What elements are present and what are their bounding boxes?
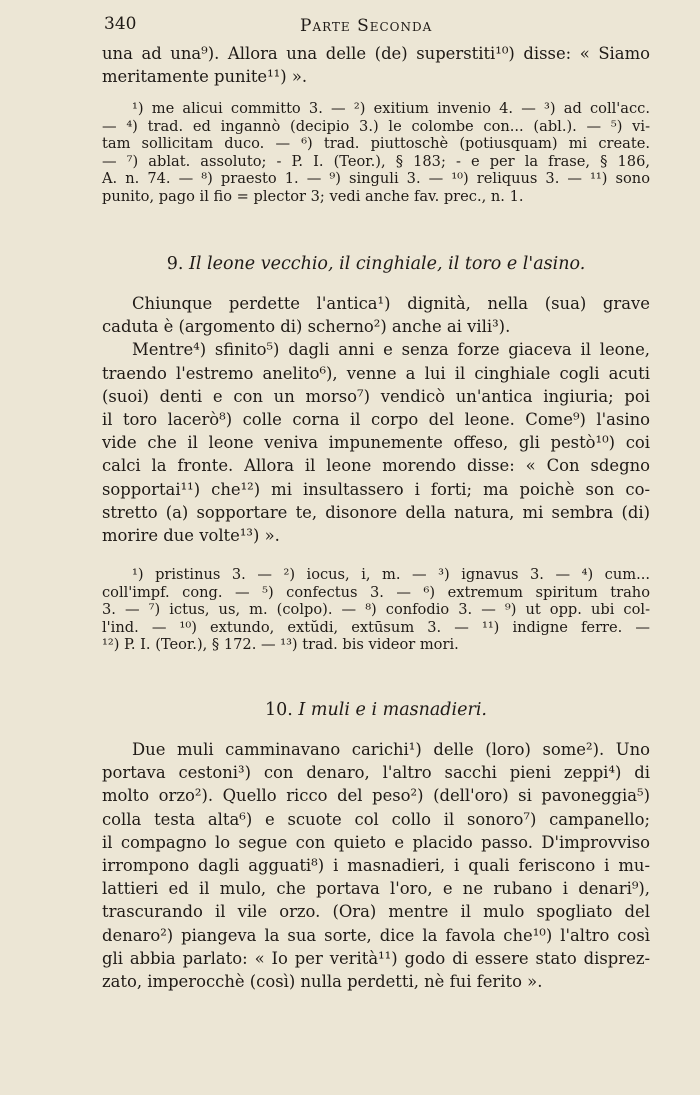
footnote-line: A. n. 74. — ⁸) praesto 1. — ⁹) singuli 3. — ¹⁰) reliquus 3. — ¹¹) sono (102, 170, 650, 188)
text-line: molto orzo²). Quello ricco del peso²) (dell'oro) si pavoneggia⁵) (102, 786, 650, 806)
footnote-line: — ⁴) trad. ed ingannò (decipio 3.) le colombe con... (abl.). — ⁵) vi- (102, 117, 650, 135)
footnote-line: — ⁷) ablat. assoluto; - P. I. (Teor.), § 183; - e per la frase, § 186, (102, 152, 650, 170)
page-header (100, 12, 660, 40)
text-line: colla testa alta⁶) e scuote col collo il sonoro⁷) campanello; (102, 809, 650, 829)
text-line: morire due volte¹³) ». (102, 526, 280, 546)
fable-9-title: Il leone vecchio, il cinghiale, il toro e l'asino. (188, 254, 586, 274)
text-line: zato, imperocchè (così) nulla perdetti, nè fui ferito ». (102, 972, 543, 992)
footnote-line: ¹) me alicui committo 3. — ²) exitium invenio 4. — ³) ad coll'acc. (132, 100, 650, 117)
fable-9-text (102, 292, 650, 547)
text-line: Chiunque perdette l'antica¹) dignità, nella (sua) grave (132, 294, 650, 313)
text-line: irrompono dagli agguati⁸) i masnadieri, i quali feriscono i mu- (102, 856, 650, 876)
footnote-line: ¹²) P. I. (Teor.), § 172. — ¹³) trad. bis videor mori. (102, 636, 459, 654)
fable-9-number: 9. (166, 254, 184, 274)
intro-text (102, 42, 650, 88)
text-line: calci la fronte. Allora il leone morendo disse: « Con sdegno (102, 456, 650, 476)
fable-10-heading (102, 700, 650, 720)
text-line: il compagno lo segue con quieto e placido passo. D'improvviso (102, 832, 650, 852)
page-number: 340 (104, 14, 137, 34)
text-line: traendo l'estremo anelito⁶), venne a lui il cinghiale cogli acuti (102, 363, 650, 383)
running-title: Parte Seconda (300, 16, 433, 36)
text-line: trascurando il vile orzo. (Ora) mentre il mulo spogliato del (102, 902, 650, 922)
text-line: vide che il leone veniva impunemente offeso, gli pestò¹⁰) coi (102, 433, 650, 453)
text-line: denaro²) piangeva la sua sorte, dice la favola che¹⁰) l'altro così (102, 925, 650, 945)
intro-footnotes (102, 100, 650, 206)
fable-10-title: I muli e i masnadieri. (298, 700, 487, 720)
text-line: caduta è (argomento di) scherno²) anche ai vili³). (102, 317, 511, 337)
footnote-line: coll'impf. cong. — ⁵) confectus 3. — ⁶) extremum spiritum traho (102, 583, 650, 601)
fable-9-footnotes (102, 566, 650, 654)
text-line: una ad una⁹). Allora una delle (de) superstiti¹⁰) disse: « Siamo (102, 44, 650, 63)
footnote-line: punito, pago il fio = plector 3; vedi anche fav. prec., n. 1. (102, 187, 524, 205)
text-line: sopportai¹¹) che¹²) mi insultassero i forti; ma poichè son co- (102, 479, 650, 499)
footnote-line: l'ind. — ¹⁰) extundo, extŭdi, extūsum 3. — ¹¹) indigne ferre. — (102, 618, 650, 636)
text-line: lattieri ed il mulo, che portava l'oro, e ne rubano i denari⁹), (102, 879, 650, 899)
text-line: stretto (a) sopportare te, disonore della natura, mi sembra (di) (102, 502, 650, 522)
text-line: portava cestoni³) con denaro, l'altro sacchi pieni zeppi⁴) di (102, 763, 650, 783)
fable-10-number: 10. (265, 700, 293, 720)
footnote-line: ¹) pristinus 3. — ²) iocus, i, m. — ³) ignavus 3. — ⁴) cum... (132, 566, 650, 583)
text-line: (suoi) denti e con un morso⁷) vendicò un'antica ingiuria; poi (102, 386, 650, 406)
text-line: meritamente punite¹¹) ». (102, 67, 308, 87)
fable-9-heading (102, 254, 650, 274)
text-line: il toro lacerò⁸) colle corna il corpo del leone. Come⁹) l'asino (102, 410, 650, 430)
footnote-line: tam sollicitam duco. — ⁶) trad. piuttoschè (potiusquam) mi create. (102, 135, 650, 153)
fable-10-text (102, 738, 650, 993)
text-line: gli abbia parlato: « Io per verità¹¹) godo di essere stato disprez- (102, 948, 650, 968)
text-line: Due muli camminavano carichi¹) delle (loro) some²). Uno (132, 740, 650, 759)
text-line: Mentre⁴) sfinito⁵) dagli anni e senza forze giaceva il leone, (132, 340, 650, 360)
footnote-line: 3. — ⁷) ictus, us, m. (colpo). — ⁸) confodio 3. — ⁹) ut opp. ubi col- (102, 601, 650, 619)
